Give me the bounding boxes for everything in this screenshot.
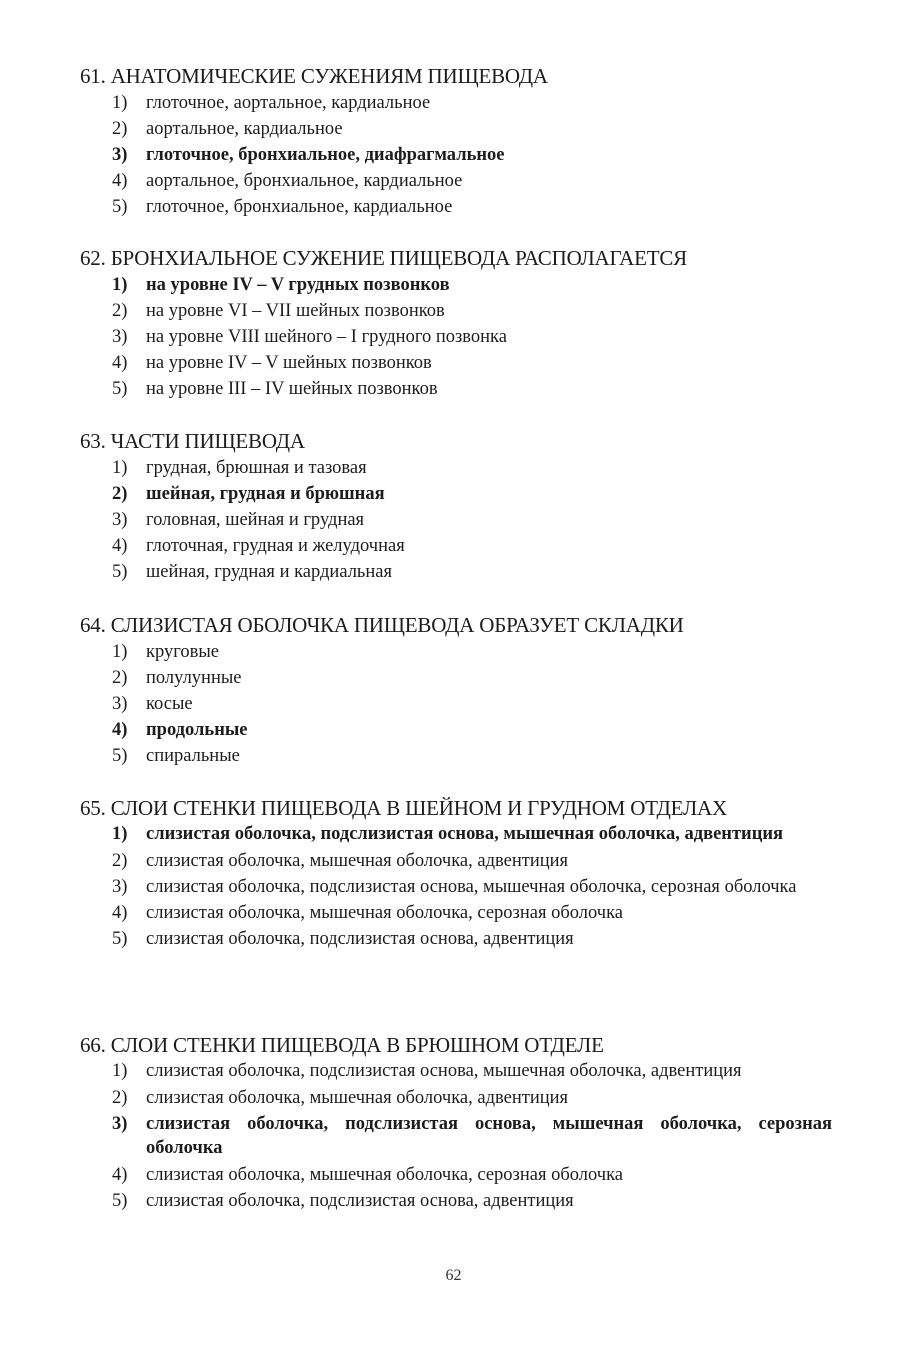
option-text: на уровне VI – VII шейных позвонков bbox=[146, 301, 445, 321]
option-number: 5) bbox=[112, 197, 128, 217]
option-number: 2) bbox=[112, 1087, 128, 1108]
option-number: 4) bbox=[112, 903, 128, 923]
option-text: аортальное, кардиальное bbox=[146, 119, 343, 139]
option-text: косые bbox=[146, 694, 193, 714]
answer-option-2 bbox=[80, 1085, 832, 1111]
answer-option-1-correct bbox=[80, 272, 832, 298]
page-number: 62 bbox=[445, 1267, 462, 1284]
option-text: спиральные bbox=[146, 746, 240, 766]
answer-option-1 bbox=[80, 639, 832, 665]
answer-option-2 bbox=[80, 116, 832, 142]
option-text: слизистая оболочка, мышечная оболочка, серозная оболочка bbox=[146, 903, 623, 923]
answer-option-3 bbox=[80, 875, 832, 900]
answer-option-2 bbox=[80, 848, 832, 874]
option-number: 5) bbox=[112, 1190, 128, 1211]
option-number: 5) bbox=[112, 746, 128, 766]
answer-option-4 bbox=[80, 533, 832, 559]
answer-option-3-correct bbox=[80, 142, 832, 168]
option-number: 1) bbox=[112, 824, 128, 844]
answer-option-3 bbox=[80, 324, 832, 350]
option-text: слизистая оболочка, мышечная оболочка, серозная оболочка bbox=[146, 1164, 623, 1185]
question-title: 63. ЧАСТИ ПИЩЕВОДА bbox=[80, 429, 305, 453]
option-number: 2) bbox=[112, 301, 128, 321]
option-text: на уровне VIII шейного – I грудного позвонка bbox=[146, 327, 507, 347]
question-title: 64. СЛИЗИСТАЯ ОБОЛОЧКА ПИЩЕВОДА ОБРАЗУЕТ СКЛАДКИ bbox=[80, 613, 684, 637]
option-text: слизистая оболочка, мышечная оболочка, адвентиция bbox=[146, 1087, 569, 1108]
option-number: 1) bbox=[112, 1061, 128, 1081]
question-title: 66. СЛОИ СТЕНКИ ПИЩЕВОДА В БРЮШНОМ ОТДЕЛЕ bbox=[80, 1033, 604, 1057]
question-64 bbox=[80, 613, 832, 769]
option-text: глоточное, аортальное, кардиальное bbox=[146, 93, 431, 113]
option-text: слизистая оболочка, мышечная оболочка, адвентиция bbox=[146, 850, 569, 871]
option-text: грудная, брюшная и тазовая bbox=[146, 458, 367, 478]
question-63 bbox=[80, 429, 832, 585]
option-text: полулунные bbox=[146, 668, 242, 688]
option-text: шейная, грудная и кардиальная bbox=[146, 562, 392, 582]
answer-option-5 bbox=[80, 376, 832, 402]
option-number: 1) bbox=[112, 642, 128, 662]
question-title: 61. АНАТОМИЧЕСКИЕ СУЖЕНИЯМ ПИЩЕВОДА bbox=[80, 64, 548, 88]
option-number: 2) bbox=[112, 484, 128, 504]
option-number: 5) bbox=[112, 562, 128, 582]
option-text: аортальное, бронхиальное, кардиальное bbox=[146, 171, 463, 191]
answer-option-3-correct bbox=[80, 1112, 832, 1161]
answer-option-5 bbox=[80, 1188, 832, 1214]
option-number: 4) bbox=[112, 536, 128, 556]
option-number: 3) bbox=[112, 327, 128, 347]
question-62 bbox=[80, 246, 832, 402]
answer-options bbox=[80, 822, 832, 952]
answer-options bbox=[80, 455, 832, 585]
option-text: продольные bbox=[146, 720, 248, 740]
option-number: 1) bbox=[112, 275, 128, 295]
answer-option-3 bbox=[80, 507, 832, 533]
answer-option-1-correct bbox=[80, 822, 832, 847]
answer-option-2 bbox=[80, 665, 832, 691]
option-text: шейная, грудная и брюшная bbox=[146, 484, 385, 504]
answer-options bbox=[80, 90, 832, 220]
option-number: 1) bbox=[112, 93, 128, 113]
answer-option-1 bbox=[80, 455, 832, 481]
answer-option-4 bbox=[80, 1162, 832, 1188]
option-text: на уровне III – IV шейных позвонков bbox=[146, 379, 438, 399]
option-number: 3) bbox=[112, 145, 128, 165]
option-number: 5) bbox=[112, 379, 128, 399]
option-number: 2) bbox=[112, 668, 128, 688]
option-text: слизистая оболочка, подслизистая основа, мышечная оболочка, адвентиция bbox=[146, 824, 784, 844]
option-number: 4) bbox=[112, 720, 128, 740]
option-text: головная, шейная и грудная bbox=[146, 510, 365, 530]
answer-option-3 bbox=[80, 691, 832, 717]
option-text: слизистая оболочка, подслизистая основа, адвентиция bbox=[146, 1190, 574, 1211]
answer-option-1 bbox=[80, 1059, 832, 1084]
answer-options bbox=[80, 1059, 832, 1214]
answer-options bbox=[80, 639, 832, 769]
answer-option-4-correct bbox=[80, 717, 832, 743]
option-number: 3) bbox=[112, 510, 128, 530]
option-number: 3) bbox=[112, 1113, 128, 1134]
option-number: 3) bbox=[112, 876, 128, 897]
question-66 bbox=[80, 1033, 832, 1214]
answer-option-5 bbox=[80, 743, 832, 769]
option-number: 2) bbox=[112, 850, 128, 871]
option-text: слизистая оболочка, подслизистая основа, мышечная оболочка, серозная оболочка bbox=[146, 876, 797, 897]
option-text: слизистая оболочка, подслизистая основа, мышечная оболочка, адвентиция bbox=[146, 1061, 742, 1081]
answer-option-5 bbox=[80, 194, 832, 220]
option-text: на уровне IV – V грудных позвонков bbox=[146, 275, 450, 295]
question-title: 62. БРОНХИАЛЬНОЕ СУЖЕНИЕ ПИЩЕВОДА РАСПОЛАГАЕТСЯ bbox=[80, 246, 687, 270]
option-number: 2) bbox=[112, 119, 128, 139]
question-65 bbox=[80, 796, 832, 952]
option-text: на уровне IV – V шейных позвонков bbox=[146, 353, 432, 373]
answer-option-2-correct bbox=[80, 481, 832, 507]
question-61 bbox=[80, 64, 832, 220]
option-text: слизистая оболочка, подслизистая основа, мышечная оболочка, серозная оболочка bbox=[146, 1113, 832, 1158]
question-title: 65. СЛОИ СТЕНКИ ПИЩЕВОДА В ШЕЙНОМ И ГРУДНОМ ОТДЕЛАХ bbox=[80, 796, 727, 820]
answer-option-4 bbox=[80, 168, 832, 194]
option-text: слизистая оболочка, подслизистая основа, адвентиция bbox=[146, 929, 574, 949]
option-text: круговые bbox=[146, 642, 219, 662]
answer-option-5 bbox=[80, 559, 832, 585]
option-number: 4) bbox=[112, 171, 128, 191]
option-text: глоточное, бронхиальное, диафрагмальное bbox=[146, 145, 505, 165]
answer-option-4 bbox=[80, 900, 832, 926]
option-text: глоточное, бронхиальное, кардиальное bbox=[146, 197, 453, 217]
option-number: 4) bbox=[112, 353, 128, 373]
option-number: 3) bbox=[112, 694, 128, 714]
answer-option-1 bbox=[80, 90, 832, 116]
option-number: 1) bbox=[112, 458, 128, 478]
answer-option-4 bbox=[80, 350, 832, 376]
option-number: 4) bbox=[112, 1164, 128, 1185]
answer-option-2 bbox=[80, 298, 832, 324]
answer-option-5 bbox=[80, 926, 832, 952]
answer-options bbox=[80, 272, 832, 402]
option-number: 5) bbox=[112, 929, 128, 949]
option-text: глоточная, грудная и желудочная bbox=[146, 536, 405, 556]
